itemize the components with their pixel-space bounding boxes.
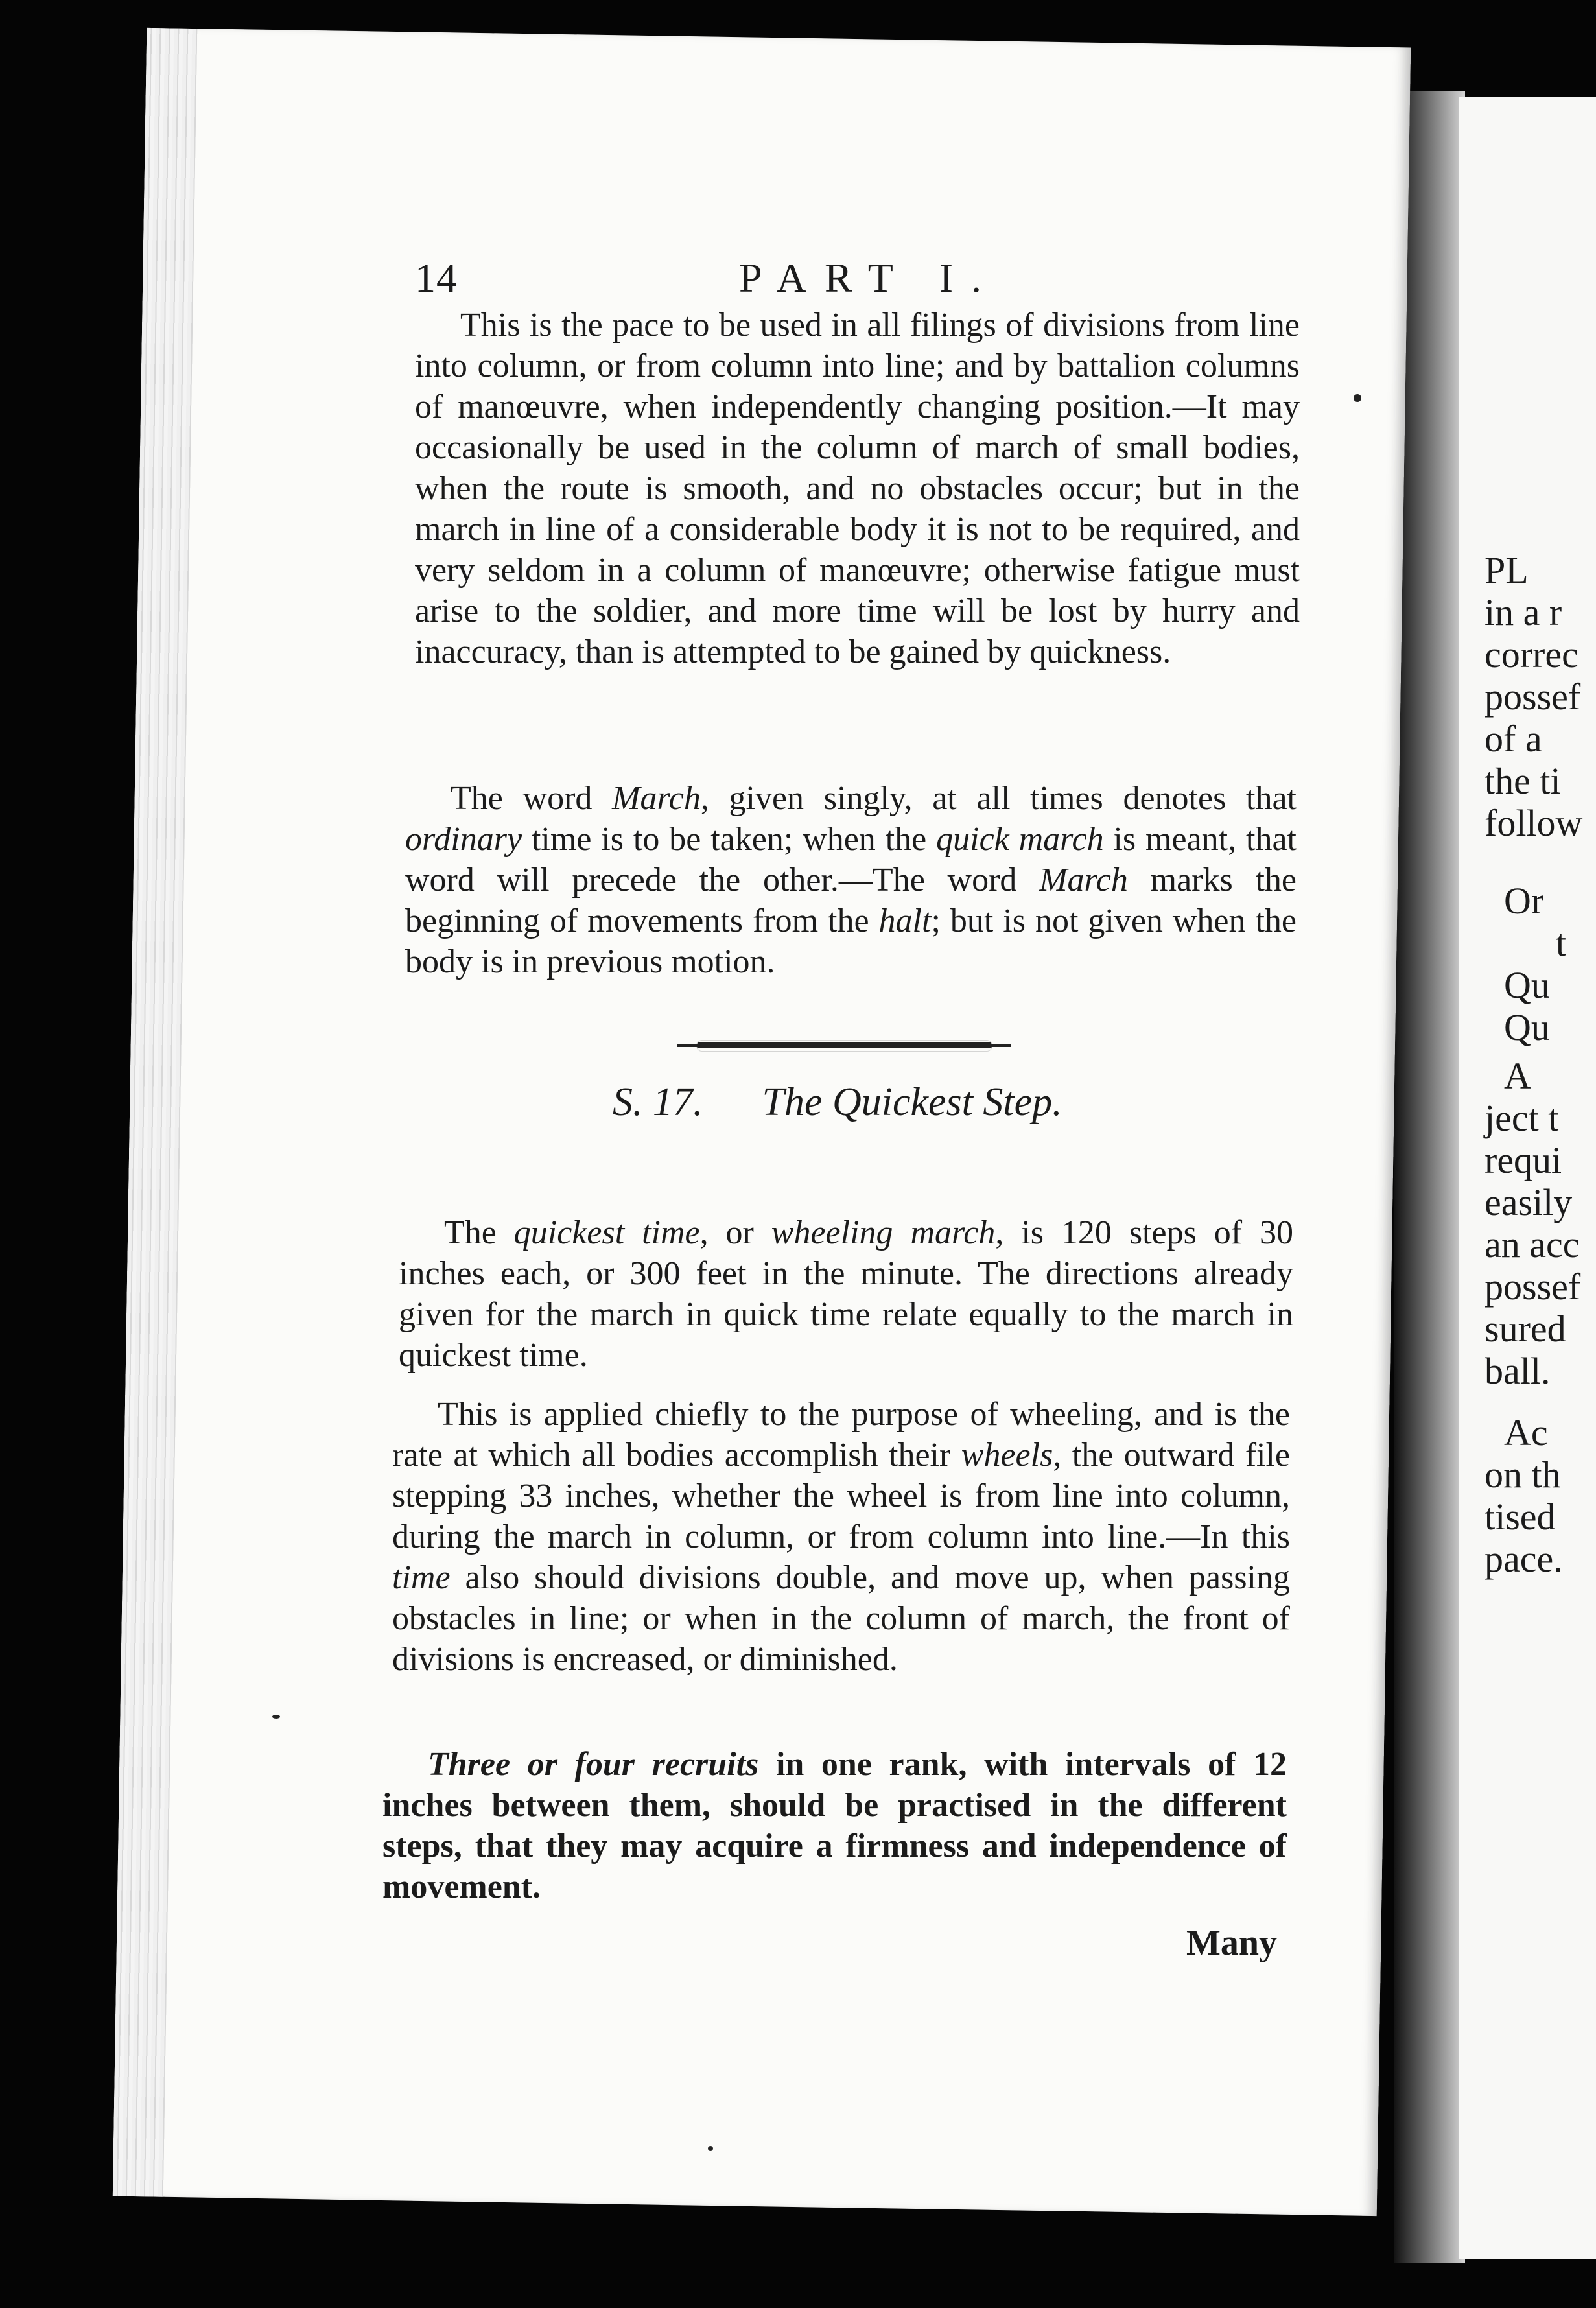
text-run: This is applied chiefly to the purpose of wheeling, and is the rate at which all bodies accomplish their [392, 1396, 1290, 1474]
catchword: Many [1186, 1923, 1277, 1963]
italic-run: ordinary [405, 821, 522, 858]
ink-speck [708, 2146, 713, 2151]
italic-run: quickest time [513, 1214, 700, 1251]
right-page [1459, 97, 1596, 2259]
page-number: 14 [415, 255, 458, 301]
text-run: ; but is not given when the body is in previous motion. [405, 902, 1297, 980]
right-fragment: ball. [1485, 1350, 1551, 1392]
italic-run: wheeling march [771, 1214, 996, 1251]
paragraph-2 [405, 778, 1297, 982]
paragraph-5 [382, 1744, 1287, 1907]
right-fragment: correc [1485, 633, 1578, 676]
italic-run: quick march [936, 821, 1104, 858]
text-run: also should divisions double, and move up, when passing obstacles in line; or when in the column of march, the front of divisions is encreased, or diminished. [392, 1559, 1290, 1678]
right-fragment: possef [1485, 1266, 1581, 1308]
right-fragment: tised [1485, 1496, 1556, 1538]
right-fragment: an acc [1485, 1223, 1580, 1266]
page-header [415, 254, 1284, 306]
section-heading [613, 1079, 1196, 1125]
right-fragment: on th [1485, 1454, 1561, 1496]
text-run: in one rank, with intervals of 12 inches between them, should be practised in the different steps, that they may acquire a firmness and independence of movement. [382, 1746, 1287, 1905]
paragraph-1 [415, 305, 1300, 672]
text-run: , the outward file stepping 33 inches, whether the wheel is from line into column, during the march in column, or from column into line.—In this [392, 1437, 1290, 1555]
right-fragment: requi [1485, 1139, 1562, 1181]
italic-run: halt [878, 902, 932, 939]
paragraph-3 [399, 1212, 1293, 1376]
text-run: The [444, 1214, 514, 1251]
paragraph-1-text: This is the pace to be used in all filings of divisions from line into column, or from column into line; and by battalion columns of manœuvre, when independently changing position.—It may occasionally be used in the column of march of small bodies, when the route is smooth, and no obstacles occur; but in the march in line of a considerable body it is not to be required, and very seldom in a column of manœuvre; otherwise fatigue must arise to the soldier, and more time will be lost by hurry and inaccuracy, than is attempted to be gained by quickness. [415, 307, 1300, 670]
right-fragment: sured [1485, 1308, 1566, 1350]
right-fragment: ject t [1485, 1097, 1559, 1139]
ink-speck [272, 1715, 280, 1719]
section-title: The Quickest Step. [762, 1080, 1062, 1124]
text-run: time is to be taken; when the [522, 821, 937, 858]
right-fragment: the ti [1485, 760, 1561, 802]
right-fragment: t [1556, 922, 1567, 964]
text-run: , given singly, at all times denotes that [700, 780, 1297, 817]
right-fragment: Or [1504, 880, 1544, 922]
italic-run: Three or four recruits [428, 1746, 759, 1783]
text-run: The word [451, 780, 613, 817]
running-head: PART I. [739, 255, 1000, 301]
right-fragment: of a [1485, 718, 1542, 760]
section-divider-ornament [697, 1041, 992, 1051]
right-fragment: possef [1485, 676, 1581, 718]
italic-run: wheels [961, 1437, 1053, 1474]
right-fragment: Qu [1504, 964, 1550, 1006]
text-run: , is 120 steps of 30 inches each, or 300 feet in the minute. The directions already given for the march in quick time relate equally to the march in quickest time. [399, 1214, 1294, 1374]
section-number: S. 17. [613, 1080, 703, 1124]
right-fragment: Ac [1504, 1411, 1548, 1454]
text-run: , or [699, 1214, 771, 1251]
right-fragment: pace. [1485, 1538, 1563, 1580]
italic-run: March [1039, 862, 1128, 899]
paragraph-4 [392, 1394, 1290, 1680]
right-fragment: easily [1485, 1181, 1573, 1223]
right-fragment: PL [1485, 549, 1529, 591]
italic-run: time [392, 1559, 451, 1596]
right-fragment: A [1504, 1055, 1531, 1097]
ink-speck [1354, 394, 1361, 402]
italic-run: March [612, 780, 701, 817]
right-fragment: Qu [1504, 1006, 1550, 1048]
text-run: marks the beginning of movements from the [405, 862, 1297, 939]
right-fragment: in a r [1485, 591, 1562, 633]
right-fragment: follow [1485, 802, 1583, 844]
text-run: is meant, that word will precede the other.—The word [405, 821, 1297, 899]
